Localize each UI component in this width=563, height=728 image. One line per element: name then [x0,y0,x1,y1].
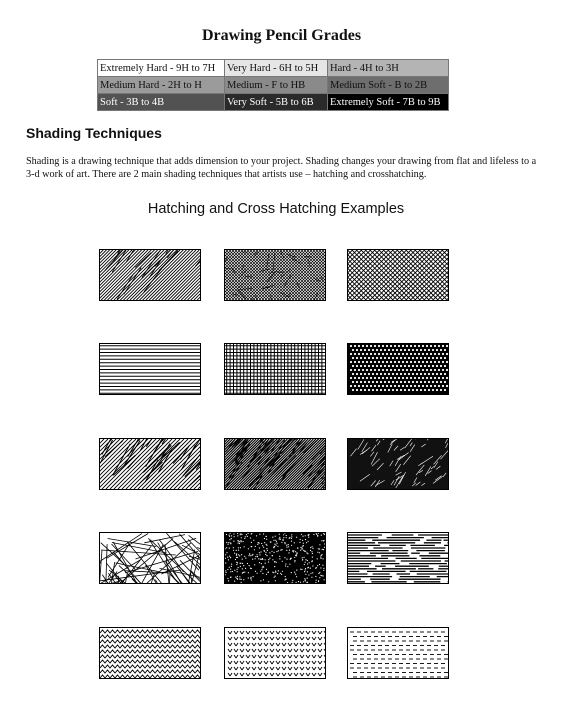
diagonal-hatching-pattern [100,250,200,300]
dense-crosshatching-swatch [224,249,326,301]
random-crosshatching-swatch [99,532,201,584]
zigzag-hatching-pattern [100,628,200,678]
horizontal-hatching-pattern [100,344,200,394]
dense-crosshatching-pattern [225,250,325,300]
stipple-shading-pattern [225,533,325,583]
dark-diagonal-hatching-pattern [225,439,325,489]
grade-cell: Very Hard - 6H to 5H [225,60,328,77]
diagonal-crosshatching-pattern [348,250,448,300]
pencil-grades-table [97,59,449,111]
dashed-hatching-pattern [348,628,448,678]
grades-row [98,77,449,94]
herringbone-hatching-pattern [225,628,325,678]
scribble-shading-pattern [348,439,448,489]
scribble-shading-swatch [347,438,449,490]
grade-cell: Very Soft - 5B to 6B [225,94,328,111]
section-heading: Shading Techniques [26,125,162,141]
dotted-crosshatching-swatch [347,343,449,395]
grade-cell: Soft - 3B to 4B [98,94,225,111]
intro-paragraph: Shading is a drawing technique that adds dimension to your project. Shading changes your drawing from flat and lifeless to a 3-d work of art. There are 2 main shading techniques that artists use – hatching and crosshatching. [26,156,537,180]
loose-diagonal-hatching-pattern [100,439,200,489]
grade-cell: Medium Hard - 2H to H [98,77,225,94]
grades-row [98,60,449,77]
grid-crosshatching-swatch [224,343,326,395]
horizontal-hatching-swatch [99,343,201,395]
dotted-crosshatching-pattern [348,344,448,394]
diagonal-hatching-swatch [99,249,201,301]
zigzag-hatching-swatch [99,627,201,679]
grade-cell: Extremely Hard - 9H to 7H [98,60,225,77]
document-title: Drawing Pencil Grades [201,27,362,44]
broken-horizontal-hatching-pattern [348,533,448,583]
diagonal-crosshatching-swatch [347,249,449,301]
grid-crosshatching-pattern [225,344,325,394]
dark-diagonal-hatching-swatch [224,438,326,490]
grade-cell: Hard - 4H to 3H [328,60,449,77]
stipple-shading-swatch [224,532,326,584]
broken-horizontal-hatching-swatch [347,532,449,584]
grades-row [98,94,449,111]
figure-title: Hatching and Cross Hatching Examples [147,201,405,217]
grade-cell: Extremely Soft - 7B to 9B [328,94,449,111]
loose-diagonal-hatching-swatch [99,438,201,490]
grade-cell: Medium - F to HB [225,77,328,94]
dashed-hatching-swatch [347,627,449,679]
random-crosshatching-pattern [100,533,200,583]
herringbone-hatching-swatch [224,627,326,679]
grade-cell: Medium Soft - B to 2B [328,77,449,94]
